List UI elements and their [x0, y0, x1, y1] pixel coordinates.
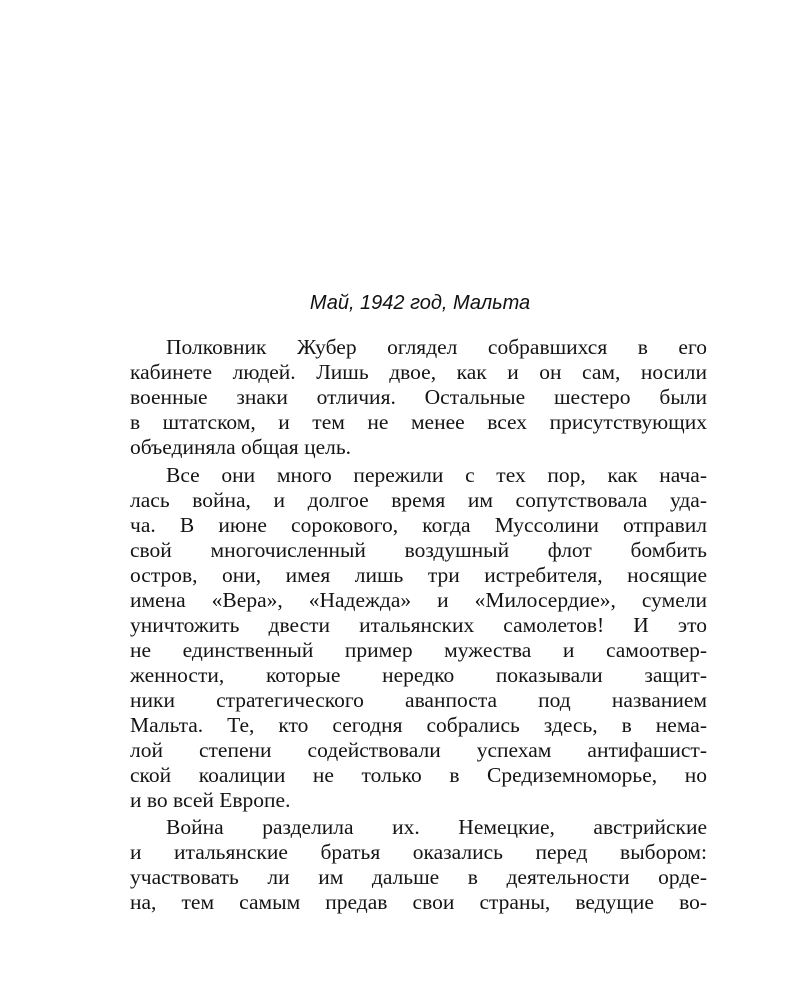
- text-line: объединяла общая цель.: [130, 435, 352, 459]
- text-line: имена «Вера», «Надежда» и «Милосердие», сумели: [130, 588, 707, 612]
- text-line: на, тем самым предав свои страны, ведущие во-: [130, 890, 707, 914]
- text-line: свой многочисленный воздушный флот бомбить: [130, 538, 707, 562]
- text-line: остров, они, имея лишь три истребителя, носящие: [130, 563, 707, 587]
- text-line: военные знаки отличия. Остальные шестеро были: [130, 385, 707, 409]
- text-line: ской коалиции не только в Средиземноморье, но: [130, 763, 707, 787]
- text-line: кабинете людей. Лишь двое, как и он сам, носили: [130, 360, 707, 384]
- text-line: участвовать ли им дальше в деятельности орде-: [130, 865, 707, 889]
- chapter-heading: Май, 1942 год, Мальта: [309, 292, 531, 314]
- text-line: в штатском, и тем не менее всех присутствующих: [130, 410, 707, 434]
- text-line: лой степени содействовали успехам антифашист-: [130, 738, 707, 762]
- text-line: Война разделила их. Немецкие, австрийские: [166, 815, 707, 839]
- text-line: Мальта. Те, кто сегодня собрались здесь, в нема-: [130, 713, 707, 737]
- text-line: не единственный пример мужества и самоотвер-: [130, 638, 707, 662]
- text-line: ча. В июне сорокового, когда Муссолини отправил: [130, 513, 707, 537]
- text-line: лась война, и долгое время им сопутствовала уда-: [130, 488, 707, 512]
- text-line: и во всей Европе.: [130, 788, 291, 812]
- text-line: женности, которые нередко показывали защит-: [130, 663, 707, 687]
- text-line: и итальянские братья оказались перед выбором:: [130, 840, 707, 864]
- text-line: уничтожить двести итальянских самолетов! И это: [130, 613, 707, 637]
- text-line: Все они много пережили с тех пор, как нача-: [166, 463, 707, 487]
- text-line: ники стратегического аванпоста под названием: [130, 688, 707, 712]
- text-line: Полковник Жубер оглядел собравшихся в его: [166, 335, 707, 359]
